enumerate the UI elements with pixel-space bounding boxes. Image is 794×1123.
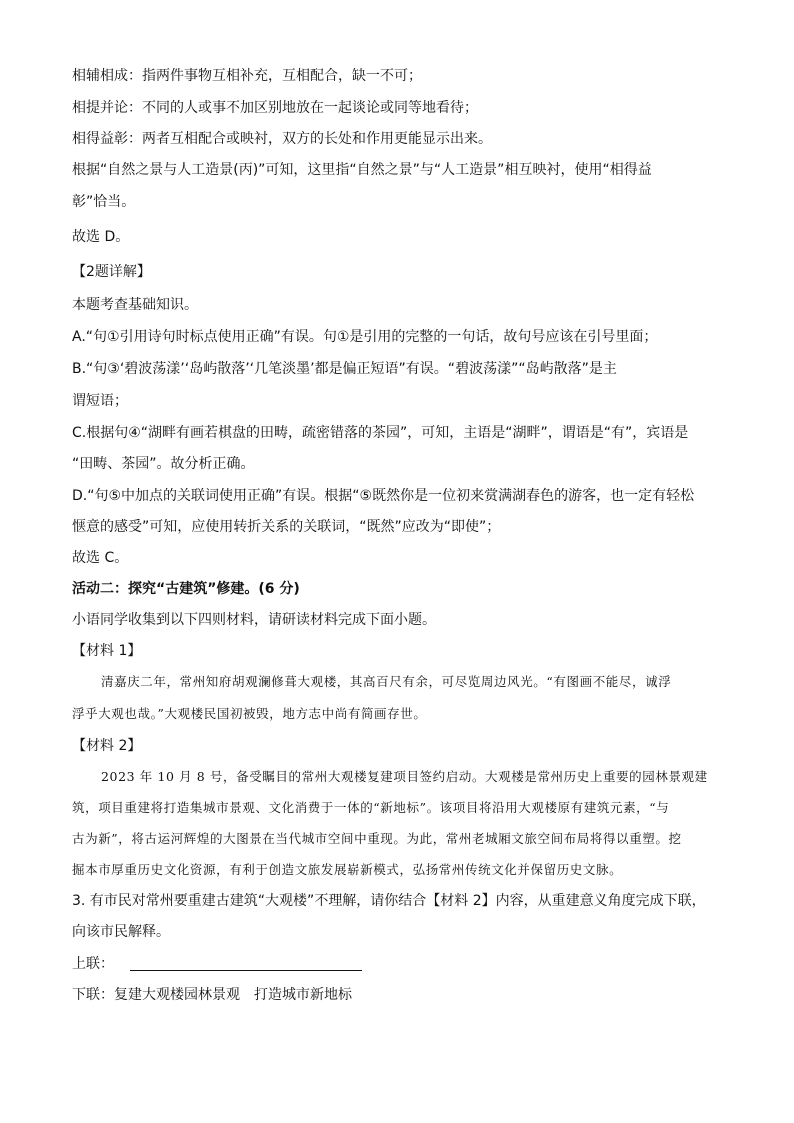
material-2-label: 【材料 2】: [72, 738, 142, 754]
q2-option-d-line-1: D.“句⑤中加点的关联词使用正确”有误。根据“⑤既然你是一位初来赏满湖春色的游客，也一定有轻松: [72, 488, 695, 504]
answer-1: 故选 D。: [72, 229, 130, 245]
material-2-line-1: 2023 年 10 月 8 号，备受瞩目的常州大观楼复建项目签约启动。大观楼是常州历史上重要的园林景观建: [101, 769, 708, 784]
material-2-line-4: 掘本市厚重历史文化资源，有利于创造文旅发展崭新模式，弘扬常州传统文化并保留历史文脉。: [72, 862, 623, 877]
definition-xiangfuxiangcheng: 相辅相成：指两件事物互相补充，互相配合，缺一不可；: [72, 68, 422, 84]
activity-two-heading: 活动二：探究“古建筑”修建。(6 分): [72, 581, 300, 597]
answer-2: 故选 C。: [72, 550, 129, 566]
question-3-line-1: 3. 有市民对常州要重建古建筑“大观楼”不理解，请你结合【材料 2】内容，从重建意义角度完成下联，: [72, 893, 706, 909]
definition-xiangdeyizhang: 相得益彰：两者互相配合或映衬，双方的长处和作用更能显示出来。: [72, 131, 492, 147]
q2-option-c-line-2: “田畴、茶园”。故分析正确。: [72, 456, 255, 472]
definition-xiangtibinglun: 相提并论：不同的人或事不加区别地放在一起谈论或同等地看待；: [72, 100, 478, 116]
upper-couplet-label: 上联：: [72, 956, 114, 972]
section-heading-q2: 【2题详解】: [72, 264, 151, 280]
q2-option-b-line-1: B.“句③‘碧波荡漾’‘岛屿散落’‘几笔淡墨’都是偏正短语”有误。“碧波荡漾”“岛屿散落”是主: [72, 361, 617, 377]
q2-option-c-line-1: C.根据句④“湖畔有画若棋盘的田畴，疏密错落的茶园”，可知，主语是“湖畔”，谓语是“有”，宾语是: [72, 425, 689, 441]
question-3-line-2: 向该市民解释。: [72, 924, 170, 940]
lower-couplet: 下联：复建大观楼园林景观 打造城市新地标: [72, 987, 352, 1003]
activity-intro: 小语同学收集到以下四则材料，请研读材料完成下面小题。: [72, 612, 436, 628]
q2-intro: 本题考查基础知识。: [72, 297, 198, 313]
upper-couplet-blank: [130, 956, 362, 971]
analysis-line-2: 彰”恰当。: [72, 194, 136, 210]
q2-option-a: A.“句①引用诗句时标点使用正确”有误。句①是引用的完整的一句话，故句号应该在引号里面；: [72, 329, 658, 345]
analysis-line-1: 根据“自然之景与人工造景(丙)”可知，这里指“自然之景”与“人工造景”相互映衬，使用“相得益: [72, 162, 652, 178]
material-1-label: 【材料 1】: [72, 643, 142, 659]
material-1-line-1: 清嘉庆二年，常州知府胡观澜修葺大观楼，其高百尺有余，可尽览周边风光。“有图画不能尽，诚浮: [101, 674, 672, 689]
q2-option-b-line-2: 谓短语；: [72, 393, 128, 409]
q2-option-d-line-2: 惬意的感受”可知，应使用转折关系的关联词，“既然”应改为“即使”；: [72, 519, 501, 535]
material-1-line-2: 浮乎大观也哉。”大观楼民国初被毁，地方志中尚有简画存世。: [72, 706, 427, 721]
upper-couplet-row: [72, 954, 732, 974]
material-2-line-3: 古为新”，将古运河辉煌的大图景在当代城市空间中重现。为此，常州老城厢文旅空间布局将得以重塑。挖: [72, 831, 682, 846]
material-2-line-2: 筑，项目重建将打造集城市景观、文化消费于一体的“新地标”。该项目将沿用大观楼原有建筑元素，“与: [72, 800, 670, 815]
